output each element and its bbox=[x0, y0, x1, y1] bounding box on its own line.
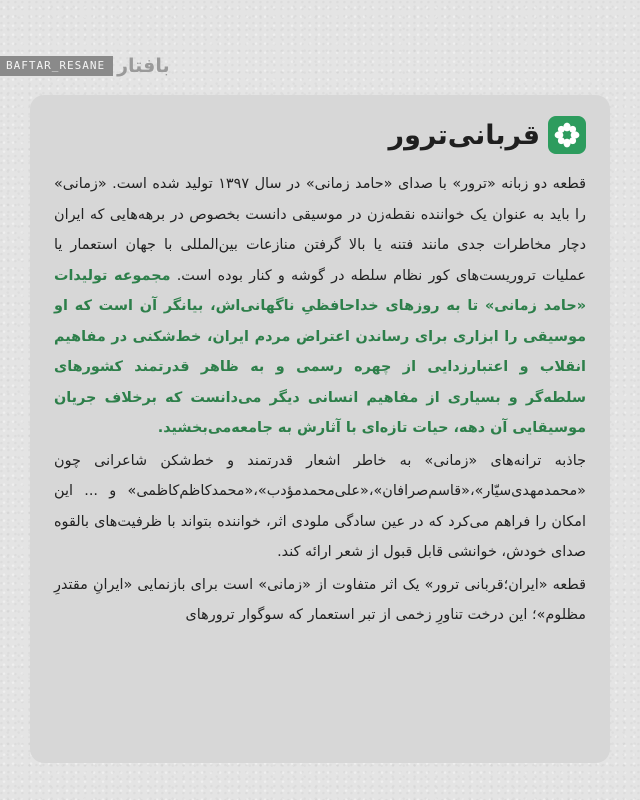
paragraph-1-text: قطعه دو زبانه «ترور» با صدای «حامد زمانی» در سال ۱۳۹۷ تولید شده است. «زمانی» را باید به عنوان یک خواننده نقطه‌زن در موسیقی دانست بخصوص در برهه‌هایی که ایران دچار مخاطرات جدی مانند فتنه یا بالا گرفتن منازعات بین‌المللی با جهان استعمار یا عملیات تروریست‌های کور نظام سلطه در گوشه و کنار بوده است. bbox=[54, 176, 586, 284]
paragraph-1-highlight: مجموعه تولیدات «حامد زمانی» تا به روزهای خداحافظیِ ناگهانی‌اش، بیانگر آن است که او موسیقی را ابزاری برای رساندن اعتراض مردم ایران، خط‌شکنی در مفاهیم انقلاب و اعتبارزدایی از چهره رسمی و به ظاهر قدرتمند کشورهای سلطه‌گر و بسیاری از مفاهیم انسانی دیگر می‌دانست که برخلاف جریان موسیقایی آن دهه، حیات تازه‌ای با آثارش به جامعه‌می‌بخشید. bbox=[54, 267, 586, 436]
paragraph-2: جاذبه ترانه‌های «زمانی» به خاطر اشعار قدرتمند و خط‌شکن شاعرانی چون «محمدمهدی‌سیّار»،«قاسم‌صرافان»،«علی‌محمدمؤدب»،«محمدکاظم‌کاظمی» و ... این امکان را فراهم می‌کرد که در عین سادگی ملودی اثر، خواننده بتواند با ظرفیت‌های بالقوه صدای خودش، خوانشی قابل قبول از شعر ارائه کند. bbox=[54, 452, 586, 560]
brand-logo: بافتار bbox=[117, 55, 170, 77]
brand-header bbox=[0, 55, 170, 77]
flower-icon bbox=[548, 116, 586, 154]
title-row bbox=[54, 113, 586, 157]
article-body bbox=[54, 169, 586, 631]
brand-handle: BAFTAR_RESANE bbox=[0, 56, 113, 76]
article-card bbox=[30, 95, 610, 763]
article-title: قربانی‌ترور bbox=[388, 119, 540, 151]
paragraph-3: قطعه «ایران؛قربانی ترور» یک اثر متفاوت از «زمانی» است برای بازنمایی «ایرانِ مقتدرِ مظلوم»؛ این درخت تناورِ زخمی از تبر استعمار که سوگوار ترورهای bbox=[54, 576, 586, 623]
paragraph-1 bbox=[54, 169, 586, 444]
